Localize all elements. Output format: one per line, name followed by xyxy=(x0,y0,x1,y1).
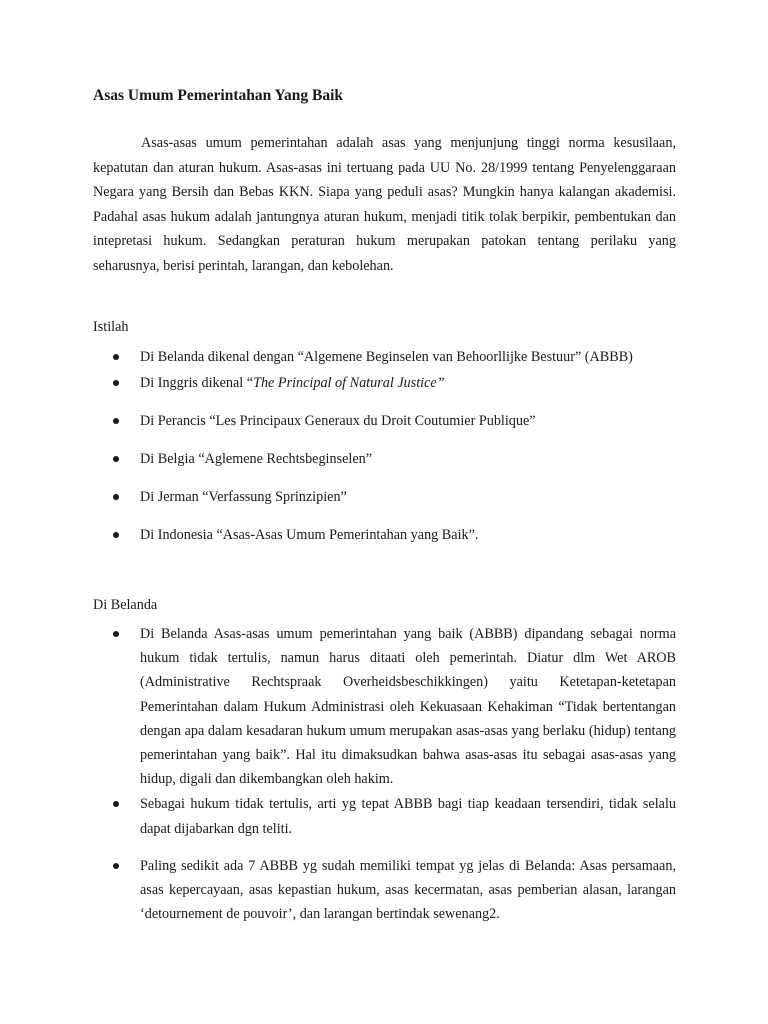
bullet-icon xyxy=(113,456,119,462)
list-item-text: Di Belanda Asas-asas umum pemerintahan yang baik (ABBB) dipandang sebagai norma hukum tidak tertulis, namun harus ditaati oleh pemerintah. Diatur dlm Wet AROB (Administrative Rechtspraak Overheidsbeschikkingen) yaitu Ketetapan-ketetapan Pemerintahan dalam Hukum Administrasi oleh Kekuasaan Kehakiman “Tidak bertentangan dengan apa dalam kesadaran hukum umum merupakan asas-asas yang berlaku (hidup) tentang pemerintahan yang baik”. Hal itu dimaksudkan bahwa asas-asas itu sebagai asas-asas yang hidup, digali dan dikembangkan oleh hakim. xyxy=(140,626,676,788)
list-item-text: Di Indonesia “Asas-Asas Umum Pemerintahan yang Baik”. xyxy=(140,527,479,543)
list-item-text: Sebagai hukum tidak tertulis, arti yg tepat ABBB bagi tiap keadaan tersendiri, tidak selalu dapat dijabarkan dgn teliti. xyxy=(140,796,676,837)
list-item xyxy=(113,622,676,791)
list-item xyxy=(113,792,676,840)
list-item xyxy=(113,345,676,370)
istilah-label: Istilah xyxy=(93,319,129,335)
document-title: Asas Umum Pemerintahan Yang Baik xyxy=(93,87,344,104)
list-item-text: Di Jerman “Verfassung Sprinzipien” xyxy=(140,489,347,505)
list-item xyxy=(113,854,676,927)
bullet-icon xyxy=(113,418,119,424)
list-item-prefix: Di Inggris dikenal “ xyxy=(140,375,254,391)
list-item-text: Di Perancis “Les Principaux Generaux du Droit Coutumier Publique” xyxy=(140,413,536,429)
bullet-icon xyxy=(113,494,119,500)
list-item xyxy=(113,523,676,548)
list-item-italic: The Principal of Natural Justice” xyxy=(253,375,445,391)
list-item xyxy=(113,409,676,434)
bullet-icon xyxy=(113,532,119,538)
bullet-icon xyxy=(113,863,119,869)
belanda-label: Di Belanda xyxy=(93,597,158,613)
list-item xyxy=(113,371,676,396)
list-item-text: Di Belgia “Aglemene Rechtsbeginselen” xyxy=(140,451,373,467)
bullet-icon xyxy=(113,380,119,386)
istilah-list xyxy=(113,345,676,548)
list-item xyxy=(113,485,676,510)
intro-paragraph: Asas-asas umum pemerintahan adalah asas yang menjunjung tinggi norma kesusilaan, kepatutan dan aturan hukum. Asas-asas ini tertuang pada UU No. 28/1999 tentang Penyelenggaraan Negara yang Bersih dan Bebas KKN. Siapa yang peduli asas? Mungkin hanya kalangan akademisi. Padahal asas hukum adalah jantungnya aturan hukum, menjadi titik tolak berpikir, pembentukan dan intepretasi hukum. Sedangkan peraturan hukum merupakan patokan tentang perilaku yang seharusnya, berisi perintah, larangan, dan kebolehan. xyxy=(93,135,676,274)
bullet-icon xyxy=(113,631,119,637)
bullet-icon xyxy=(113,801,119,807)
list-item xyxy=(113,447,676,472)
bullet-icon xyxy=(113,354,119,360)
list-item-text: Paling sedikit ada 7 ABBB yg sudah memiliki tempat yg jelas di Belanda: Asas persamaan, asas kepercayaan, asas kepastian hukum, asas kecermatan, asas pemberian alasan, larangan ‘detournement de pouvoir’, dan larangan bertindak sewenang2. xyxy=(140,857,676,923)
list-item-text xyxy=(140,371,676,396)
list-item-text: Di Belanda dikenal dengan “Algemene Beginselen van Behoorllijke Bestuur” (ABBB) xyxy=(140,349,633,365)
belanda-list xyxy=(113,622,676,926)
